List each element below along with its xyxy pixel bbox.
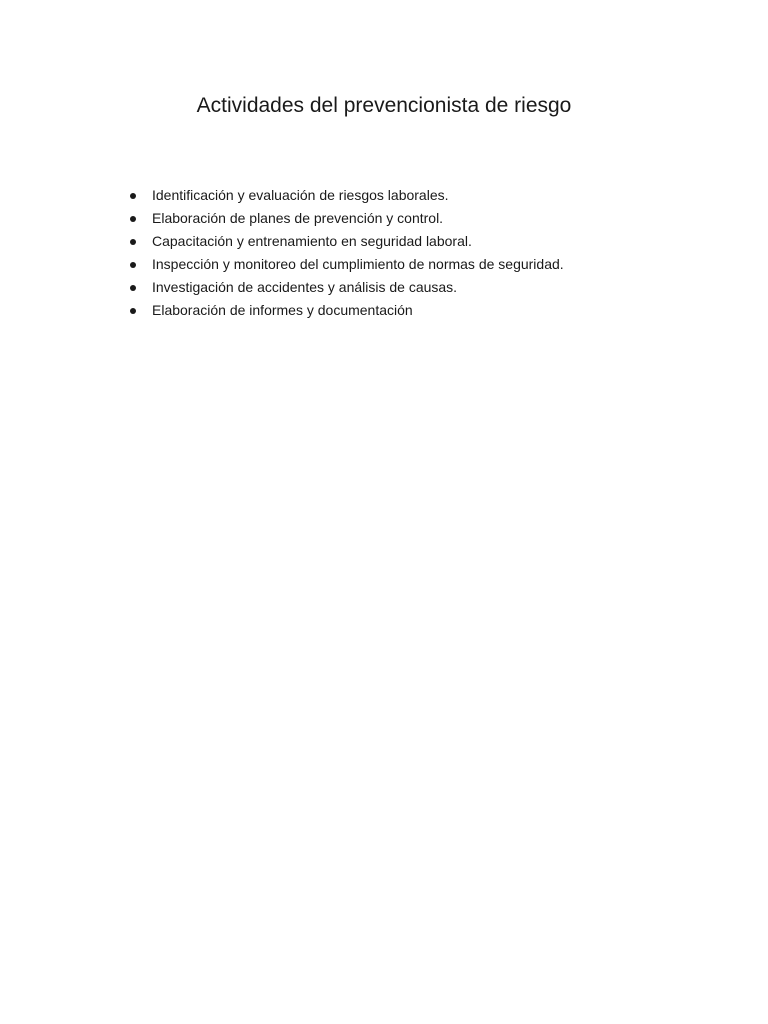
list-item bbox=[130, 184, 564, 207]
activities-list bbox=[130, 184, 564, 322]
list-item bbox=[130, 253, 564, 276]
bullet-icon bbox=[130, 308, 136, 314]
bullet-icon bbox=[130, 239, 136, 245]
list-item-text: Identificación y evaluación de riesgos laborales. bbox=[152, 187, 449, 203]
page-title: Actividades del prevencionista de riesgo bbox=[196, 94, 572, 117]
bullet-icon bbox=[130, 193, 136, 199]
list-item-text: Inspección y monitoreo del cumplimiento de normas de seguridad. bbox=[152, 256, 564, 272]
list-item bbox=[130, 230, 564, 253]
list-item bbox=[130, 207, 564, 230]
list-item-text: Elaboración de informes y documentación bbox=[152, 302, 413, 318]
list-item bbox=[130, 299, 564, 322]
bullet-icon bbox=[130, 285, 136, 291]
bullet-icon bbox=[130, 216, 136, 222]
bullet-icon bbox=[130, 262, 136, 268]
list-item bbox=[130, 276, 564, 299]
list-item-text: Investigación de accidentes y análisis de causas. bbox=[152, 279, 458, 295]
list-item-text: Elaboración de planes de prevención y control. bbox=[152, 210, 444, 226]
list-item-text: Capacitación y entrenamiento en seguridad laboral. bbox=[152, 233, 472, 249]
